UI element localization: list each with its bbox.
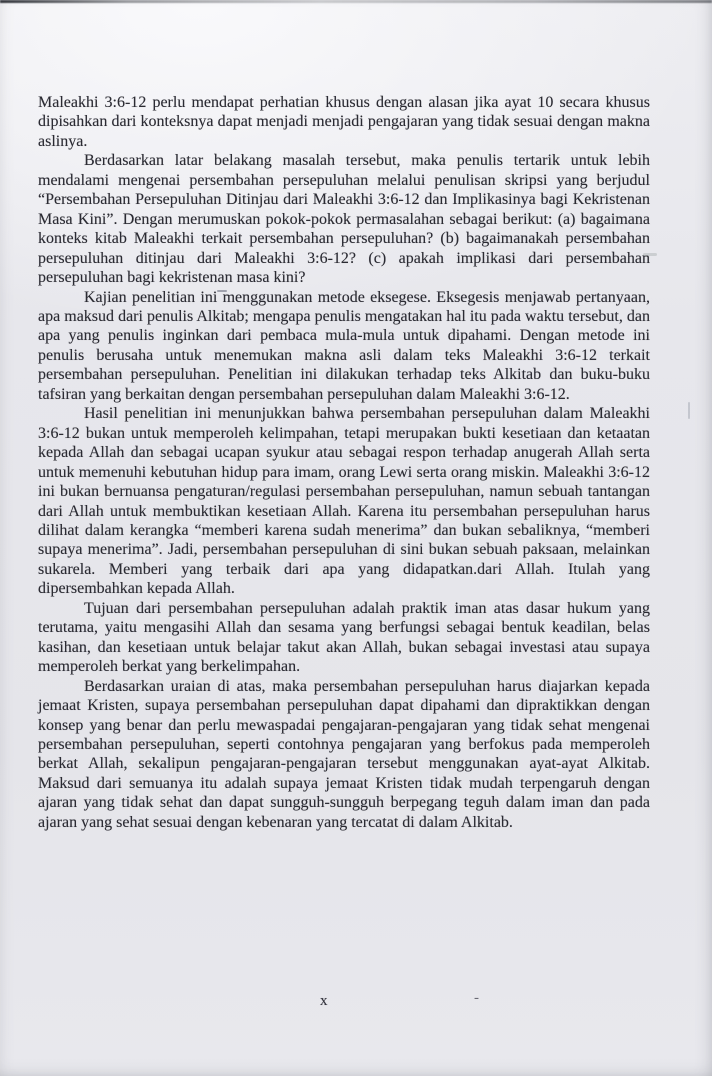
scan-artifact-streak <box>688 402 690 419</box>
scan-artifact-dash: - <box>474 990 479 1006</box>
page-number: x <box>320 993 328 1009</box>
scan-artifact-spot <box>643 253 657 256</box>
paragraph-1: Maleakhi 3:6-12 perlu mendapat perhatian khusus dengan alasan jika ayat 10 secara khusus dipisahkan dari konteksnya dapat menjadi menjadi pengajaran yang tidak sesuai dengan makna aslinya. <box>38 94 650 150</box>
paragraph-5: Tujuan dari persembahan persepuluhan adalah praktik iman atas dasar hukum yang terutama, yaitu mengasihi Allah dan sesama yang berfungsi sebagai bentuk keadilan, belas kasihan, dan kesetiaan untuk belajar takut akan Allah, bukan sebagai investasi atau supaya memperoleh berkat yang berkelimpahan. <box>38 599 650 676</box>
paragraph-6: Berdasarkan uraian di atas, maka persembahan persepuluhan harus diajarkan kepada jemaat Kristen, supaya persembahan persepuluhan dapat dipahami dan dipraktikkan dengan konsep yang benar dan perlu mewaspadai pengajaran-pengajaran yang tidak sehat mengenai persembahan persepuluhan, seperti contohnya pengajaran yang berfokus pada memperoleh berkat Allah, sekalipun pengajaran-pengajaran tersebut menggunakan ayat-ayat Alkitab. Maksud dari semuanya itu adalah supaya jemaat Kristen tidak mudah terpengaruh dengan ajaran yang tidak sehat dan dapat sungguh-sungguh berpegang teguh dalam iman dan pada ajaran yang sehat sesuai dengan kebenaran yang tercatat di dalam Alkitab. <box>38 677 650 831</box>
paragraph-3: Kajian penelitian ini menggunakan metode eksegese. Eksegesis menjawab pertanyaan, apa maksud dari penulis Alkitab; mengapa penulis mengatakan hal itu pada waktu tersebut, dan apa yang penulis inginkan dari pembaca mula-mula untuk dipahami. Dengan metode ini penulis berusaha untuk menemukan makna asli dalam teks Maleakhi 3:6-12 terkait persembahan persepuluhan. Penelitian ini dilakukan terhadap teks Alkitab dan buku-buku tafsiran yang berkaitan dengan persembahan persepuluhan dalam Maleakhi 3:6-12. <box>38 288 650 403</box>
paragraph-4: Hasil penelitian ini menunjukkan bahwa persembahan persepuluhan dalam Maleakhi 3:6-12 bukan untuk memperoleh kelimpahan, tetapi merupakan bukti kesetiaan dan ketaatan kepada Allah dan sebagai ucapan syukur atau sebagai respon terhadap anugerah Allah serta untuk memenuhi kebutuhan hidup para imam, orang Lewi serta orang miskin. Maleakhi 3:6-12 ini bukan bernuansa pengaturan/regulasi persembahan persepuluhan, namun sebuah tantangan dari Allah untuk membuktikan kesetiaan Allah. Karena itu persembahan persepuluhan harus dilihat dalam kerangka “memberi karena sudah menerima” dan bukan sebaliknya, “memberi supaya menerima”. Jadi, persembahan persepuluhan di sini bukan sebuah paksaan, melainkan sukarela. Memberi yang terbaik dari apa yang didapatkan.dari Allah. Itulah yang dipersembahkan kepada Allah. <box>38 405 650 598</box>
paragraph-2: Berdasarkan latar belakang masalah tersebut, maka penulis tertarik untuk lebih mendalami mengenai persembahan persepuluhan melalui penulisan skripsi yang berjudul “Persembahan Persepuluhan Ditinjau dari Maleakhi 3:6-12 dan Implikasinya bagi Kekristenan Masa Kini”. Dengan merumuskan pokok-pokok permasalahan sebagai berikut: (a) bagaimana konteks kitab Maleakhi terkait persembahan persepuluhan? (b) bagaimanakah persembahan persepuluhan ditinjau dari Maleakhi 3:6-12? (c) apakah implikasi dari persembahan persepuluhan bagi kekristenan masa kini? <box>38 152 650 287</box>
scan-artifact-smudge <box>217 290 227 292</box>
abstract-body <box>38 93 650 832</box>
scan-edge-shadow <box>0 0 712 3</box>
